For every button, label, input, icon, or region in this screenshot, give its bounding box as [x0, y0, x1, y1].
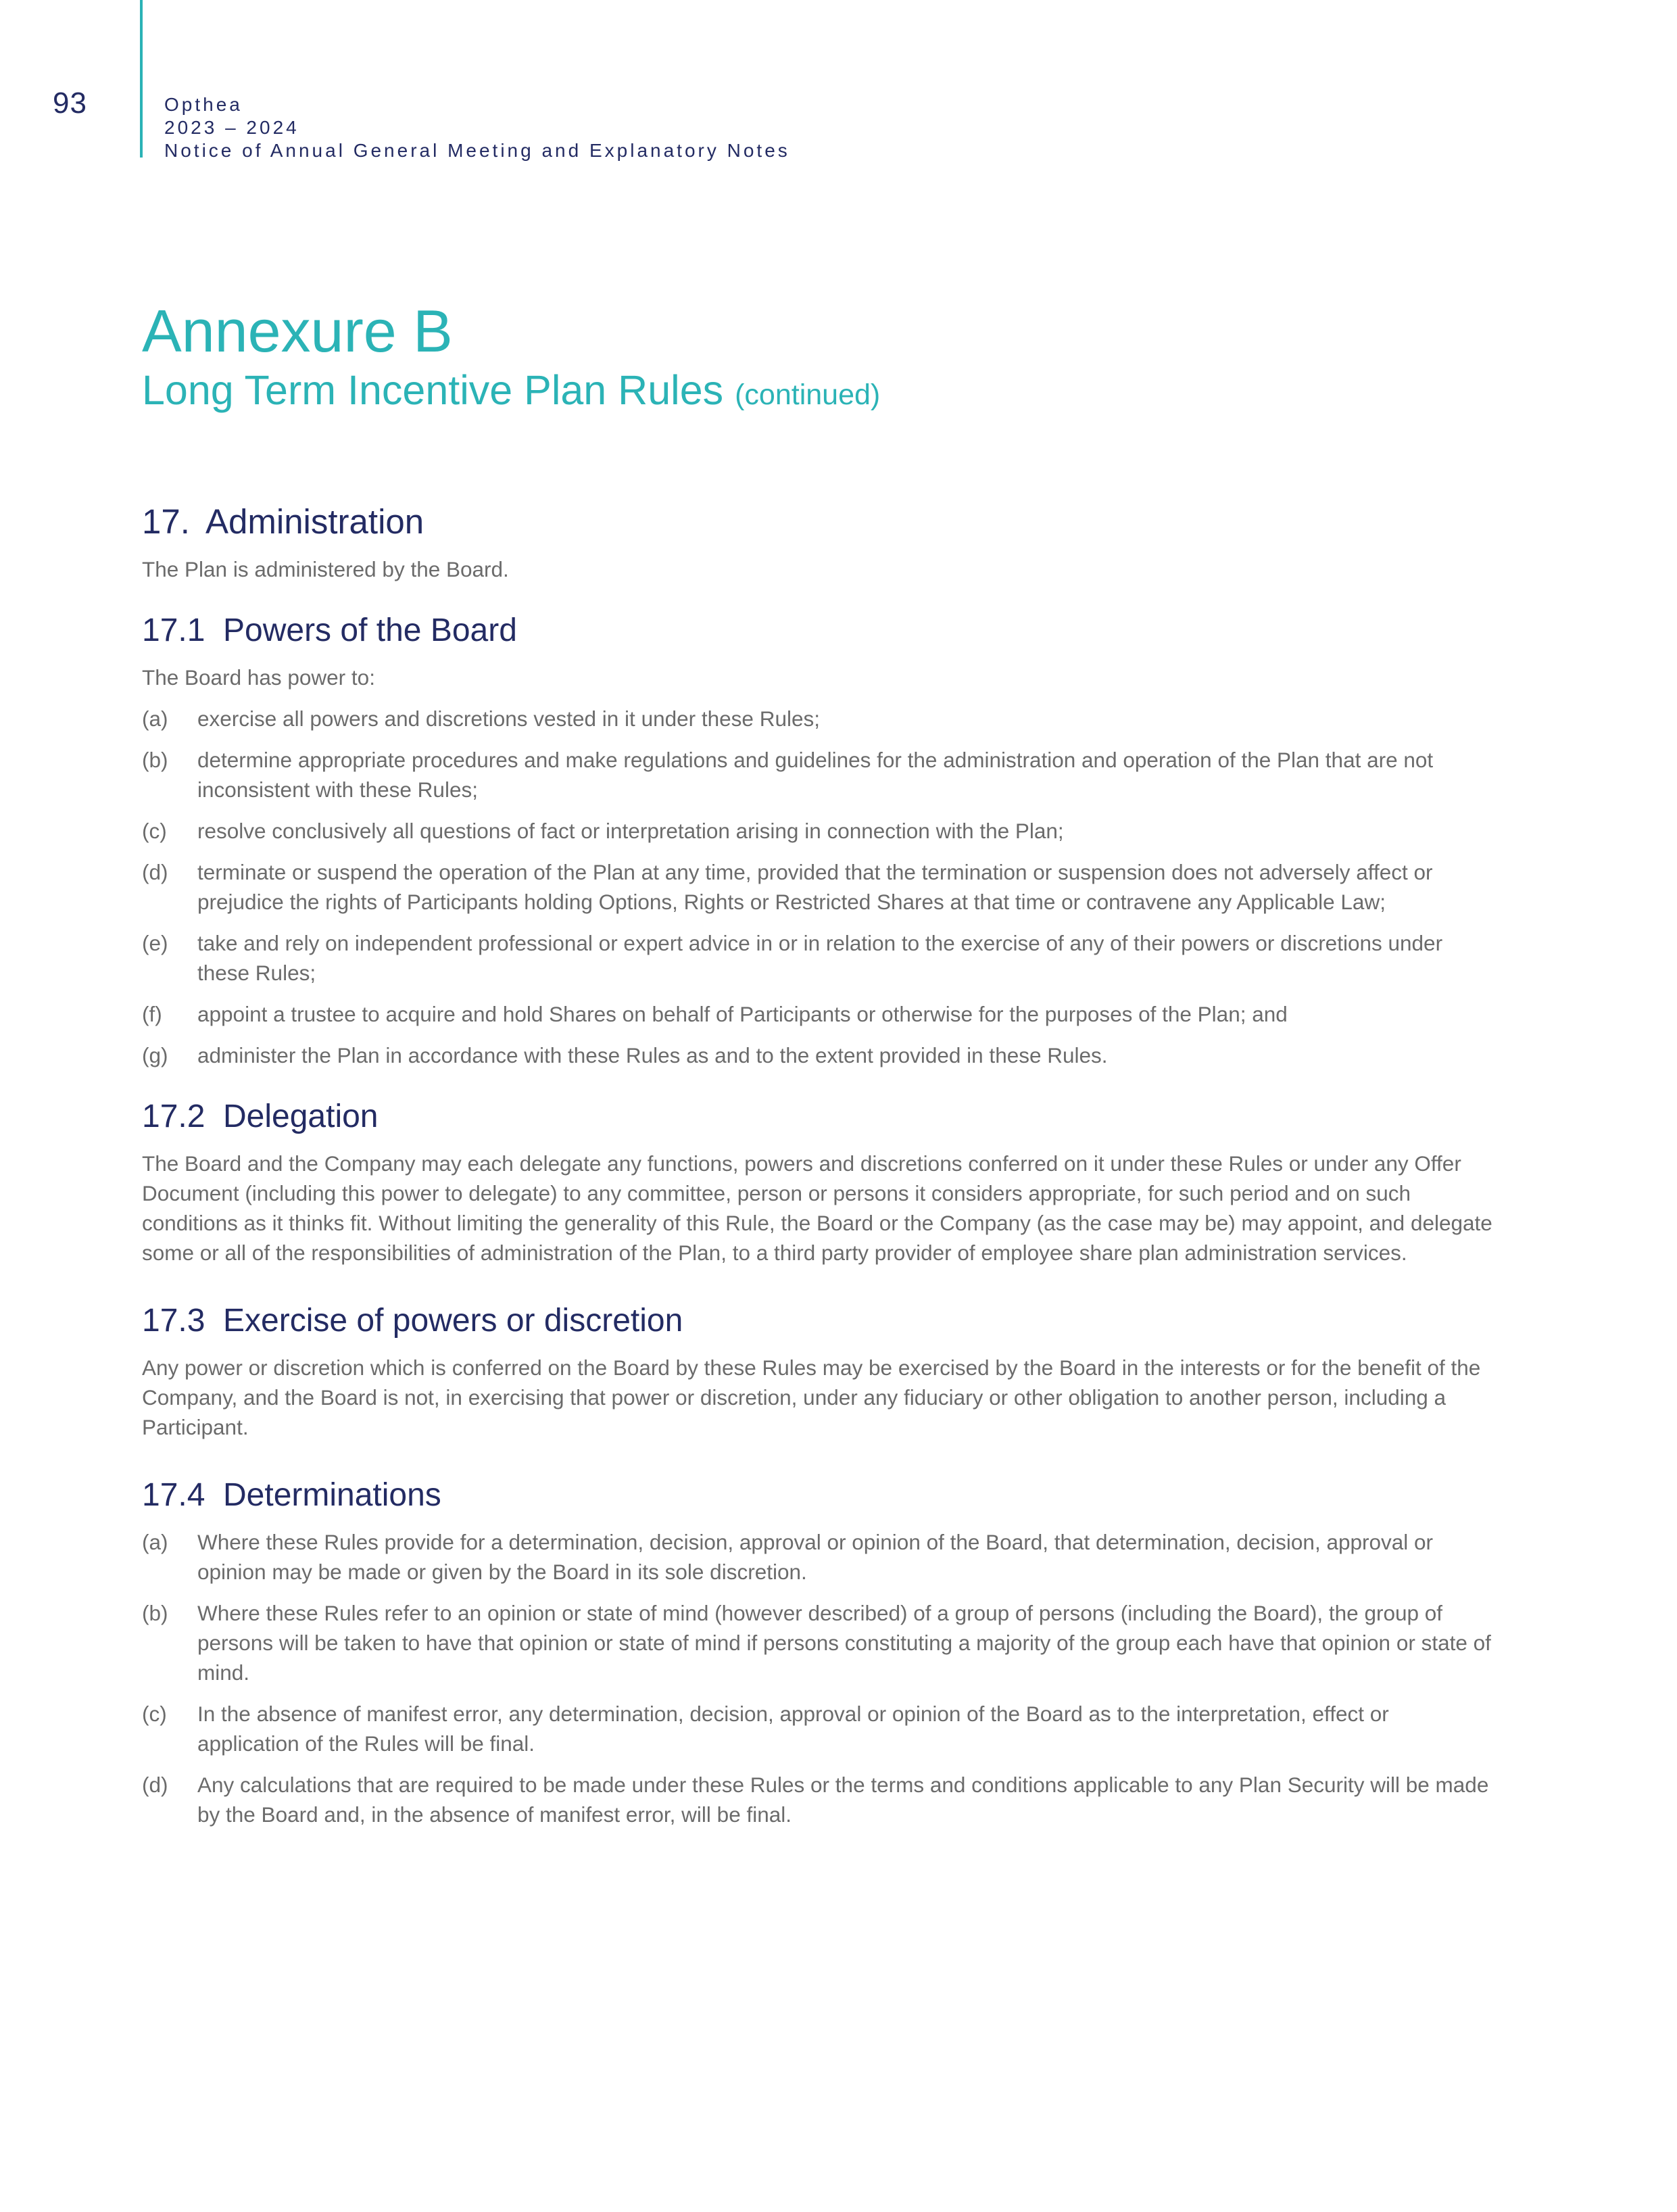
report-years: 2023 – 2024 — [164, 117, 299, 138]
section-number: 17. — [142, 502, 190, 541]
list-label: (b) — [142, 1601, 168, 1625]
section-17-intro: The Plan is administered by the Board. — [142, 557, 509, 581]
main-content — [142, 500, 1494, 1829]
list-text: Where these Rules provide for a determination, decision, approval or opinion of the Board, that determination, decision, approval or opinion may be made or given by the Board in its sole discretion. — [197, 1530, 1434, 1584]
section-17-3-body: Any power or discretion which is conferred on the Board by these Rules may be exercised by the Board in the interests or for the benefit of the Company, and the Board is not, in exercising that power or discretion, under any fiduciary or other obligation to another person, including a Participant. — [142, 1355, 1481, 1439]
section-number: 17.1 — [142, 612, 205, 648]
list-label: (e) — [142, 931, 168, 955]
section-number: 17.4 — [142, 1477, 205, 1513]
section-17-4-heading — [142, 1474, 1494, 1516]
subtitle-text: Long Term Incentive Plan Rules — [142, 367, 724, 413]
list-text: Where these Rules refer to an opinion or state of mind (however described) of a group of persons (including the Board), the group of persons will be taken to have that opinion or state of mind if persons constituting a majority of the group each have that opinion or state of mind. — [197, 1601, 1491, 1685]
section-title: Determinations — [223, 1477, 441, 1513]
list-item — [142, 1699, 1494, 1758]
list-text: terminate or suspend the operation of the Plan at any time, provided that the termination or suspension does not adversely affect or prejudice the rights of Participants holding Options, Rights or Restricted Shares at that time or contravene any Applicable Law; — [197, 860, 1433, 914]
list-text: Any calculations that are required to be made under these Rules or the terms and conditions applicable to any Plan Security will be made by the Board and, in the absence of manifest error, will be final. — [197, 1773, 1489, 1827]
section-title: Delegation — [223, 1099, 379, 1134]
list-item — [142, 857, 1494, 917]
section-17-2-body: The Board and the Company may each delegate any functions, powers and discretions conferred on it under these Rules or under any Offer Document (including this power to delegate) to any committee, person or persons it considers appropriate, for such period and on such conditions as it thinks fit. Without limiting the generality of this Rule, the Board or the Company (as the case may be) may appoint, and delegate some or all of the responsibilities of administration of the Plan, to a third party provider of employee share plan administration services. — [142, 1151, 1492, 1265]
list-text: In the absence of manifest error, any determination, decision, approval or opinion of the Board as to the interpretation, effect or application of the Rules will be final. — [197, 1702, 1389, 1756]
section-17-2-heading — [142, 1096, 1494, 1138]
list-label: (d) — [142, 860, 168, 884]
list-label: (b) — [142, 748, 168, 772]
page-subtitle — [142, 365, 880, 420]
section-title: Administration — [205, 502, 424, 541]
list-label: (a) — [142, 706, 168, 731]
list-label: (c) — [142, 1702, 167, 1726]
list-item — [142, 1598, 1494, 1687]
list-text: determine appropriate procedures and make regulations and guidelines for the administration and operation of the Plan that are not inconsistent with these Rules; — [197, 748, 1434, 802]
section-title: Exercise of powers or discretion — [223, 1303, 683, 1339]
powers-list — [142, 704, 1494, 1070]
section-17-heading — [142, 500, 1494, 544]
running-header — [164, 93, 790, 162]
section-number: 17.2 — [142, 1099, 205, 1134]
list-item — [142, 999, 1494, 1029]
list-label: (d) — [142, 1773, 168, 1797]
list-label: (c) — [142, 819, 167, 843]
list-label: (g) — [142, 1043, 168, 1067]
header-divider — [140, 0, 143, 158]
list-item — [142, 1770, 1494, 1829]
list-item — [142, 1040, 1494, 1070]
list-item — [142, 1527, 1494, 1587]
list-text: resolve conclusively all questions of fact or interpretation arising in connection with the Plan; — [197, 819, 1064, 843]
list-label: (f) — [142, 1002, 162, 1026]
company-name: Opthea — [164, 94, 243, 115]
list-label: (a) — [142, 1530, 168, 1554]
list-item — [142, 816, 1494, 846]
list-text: administer the Plan in accordance with these Rules as and to the extent provided in these Rules. — [197, 1043, 1108, 1067]
page-number: 93 — [53, 87, 87, 120]
list-item — [142, 704, 1494, 734]
section-17-1-heading — [142, 610, 1494, 652]
list-text: appoint a trustee to acquire and hold Shares on behalf of Participants or otherwise for the purposes of the Plan; and — [197, 1002, 1288, 1026]
continued-note: (continued) — [735, 379, 881, 411]
list-text: exercise all powers and discretions vested in it under these Rules; — [197, 706, 820, 731]
determinations-list — [142, 1527, 1494, 1829]
page-title-block — [142, 297, 880, 420]
section-title: Powers of the Board — [223, 612, 517, 648]
list-item — [142, 928, 1494, 988]
section-17-1-intro: The Board has power to: — [142, 665, 375, 690]
page-title: Annexure B — [142, 297, 453, 364]
section-number: 17.3 — [142, 1303, 205, 1339]
document-title: Notice of Annual General Meeting and Explanatory Notes — [164, 140, 790, 161]
list-item — [142, 745, 1494, 804]
section-17-3-heading — [142, 1300, 1494, 1342]
list-text: take and rely on independent professional or expert advice in or in relation to the exercise of any of their powers or discretions under these Rules; — [197, 931, 1443, 985]
